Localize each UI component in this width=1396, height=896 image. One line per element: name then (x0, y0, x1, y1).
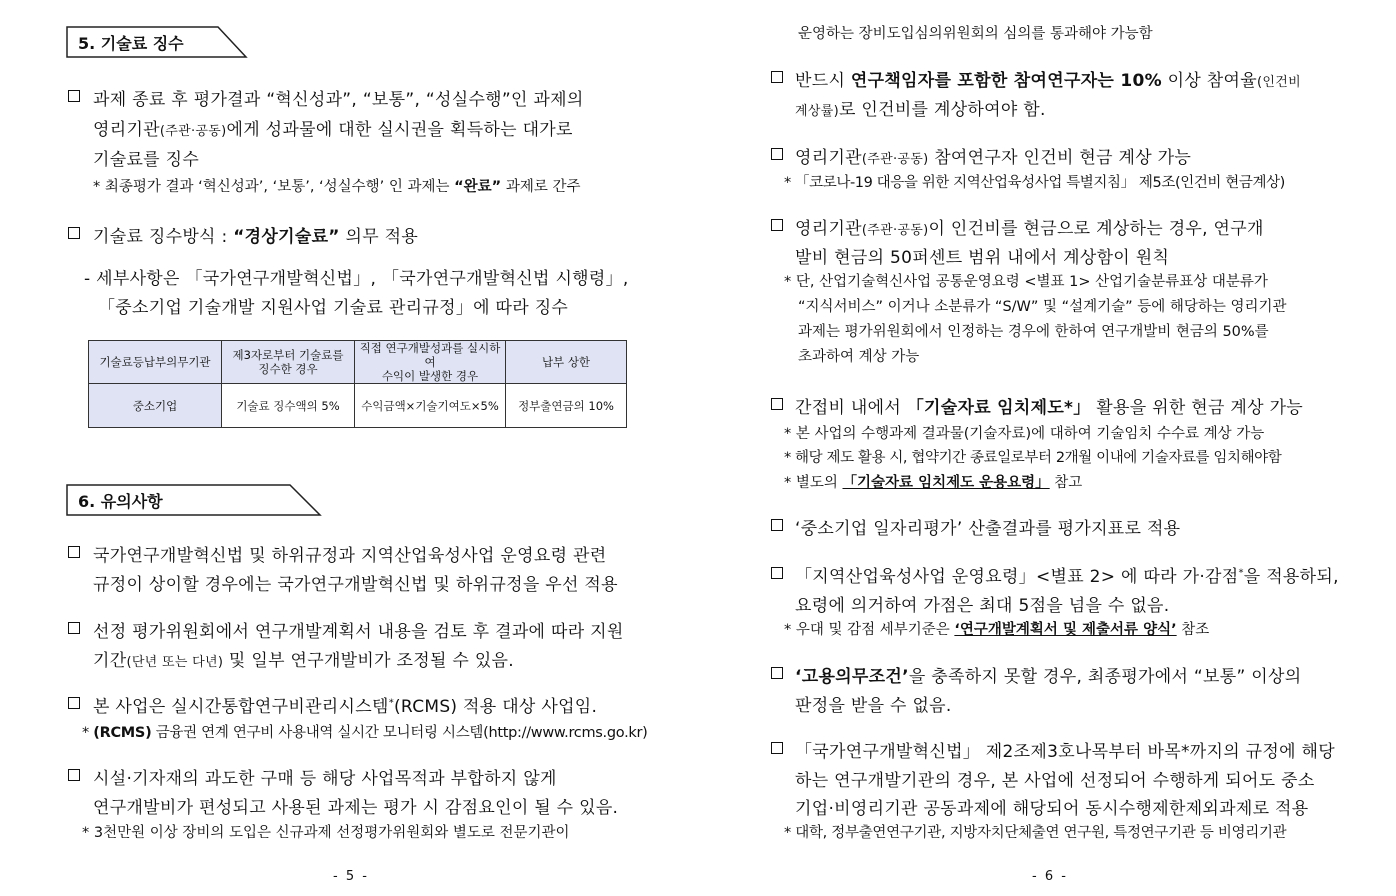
section-6-title: 6. 유의사항 (78, 492, 163, 511)
checkbox-bullet-icon (68, 697, 80, 709)
checkbox-bullet-icon (771, 667, 783, 679)
fee-item1-line1: 과제 종료 후 평가결과 “혁신성과”, “보통”, “성실수행”인 과제의 (93, 90, 584, 110)
right-item1-line2: 계상률)로 인건비를 계상하여야 함. (795, 100, 1046, 120)
checkbox-bullet-icon (771, 148, 783, 160)
checkbox-bullet-icon (68, 546, 80, 558)
notice-item4-line1: 시설·기자재의 과도한 구매 등 해당 사업목적과 부합하지 않게 (93, 769, 557, 789)
checkbox-bullet-icon (771, 71, 783, 83)
right-item7-line1: ‘고용의무조건’을 충족하지 못할 경우, 최종평가에서 “보통” 이상의 (795, 667, 1302, 687)
right-item3-line2: 발비 현금의 50퍼센트 범위 내에서 계상함이 원칙 (795, 248, 1170, 268)
fee-detail-line1: - 세부사항은 「국가연구개발혁신법」, 「국가연구개발혁신법 시행령」, (84, 269, 629, 289)
right-item4: 간접비 내에서 「기술자료 임치제도*」 활용을 위한 현금 계상 가능 (795, 398, 1304, 418)
right-item8-line1: 「국가연구개발혁신법」 제2조제3호나목부터 바목*까지의 규정에 해당 (795, 742, 1335, 762)
fee-table-cell: 수익금액×기술기여도×5% (355, 384, 506, 428)
fee-table-cell: 기술료 징수액의 5% (222, 384, 355, 428)
checkbox-bullet-icon (68, 622, 80, 634)
right-item3-note1: * 단, 산업기술혁신사업 공통운영요령 <별표 1> 산업기술분류표상 대분류가 (784, 274, 1268, 290)
right-item5: ‘중소기업 일자리평가’ 산출결과를 평가지표로 적용 (795, 519, 1181, 539)
page-6 (698, 0, 1396, 896)
notice-item1-line2: 규정이 상이할 경우에는 국가연구개발혁신법 및 하위규정을 우선 적용 (93, 575, 618, 595)
right-item8-line3: 기업·비영리기관 공동과제에 해당되어 동시수행제한제외과제로 적용 (795, 799, 1309, 819)
right-item6-note: * 우대 및 감점 세부기준은 ‘연구개발계획서 및 제출서류 양식’ 참조 (784, 622, 1210, 638)
notice-item3: 본 사업은 실시간통합연구비관리시스템*(RCMS) 적용 대상 사업임. (93, 697, 598, 717)
page-number: - 5 - (333, 869, 369, 884)
fee-item1-line2: 영리기관(주관·공동)에게 성과물에 대한 실시권을 획득하는 대가로 (93, 120, 573, 140)
fee-table-cell: 중소기업 (89, 384, 222, 428)
right-item1-line1: 반드시 연구책임자를 포함한 참여연구자는 10% 이상 참여율(인건비 (795, 71, 1301, 91)
fee-item2: 기술료 징수방식 : “경상기술료” 의무 적용 (93, 227, 419, 247)
right-item4-note3: * 별도의 「기술자료 임치제도 운용요령」 참고 (784, 475, 1083, 491)
checkbox-bullet-icon (771, 219, 783, 231)
notice-item2-line1: 선정 평가위원회에서 연구개발계획서 내용을 검토 후 결과에 따라 지원 (93, 622, 624, 642)
notice-item4-line2: 연구개발비가 편성되고 사용된 과제는 평가 시 감점요인이 될 수 있음. (93, 798, 619, 818)
right-item3-line1: 영리기관(주관·공동)이 인건비를 현금으로 계상하는 경우, 연구개 (795, 219, 1264, 239)
continued-note: 운영하는 장비도입심의위원회의 심의를 통과해야 가능함 (798, 26, 1153, 42)
checkbox-bullet-icon (68, 769, 80, 781)
notice-item3-note: * (RCMS) 금융권 연계 연구비 사용내역 실시간 모니터링 시스템(http://www.rcms.go.kr) (82, 725, 648, 741)
checkbox-bullet-icon (68, 227, 80, 239)
right-item7-line2: 판정을 받을 수 없음. (795, 696, 952, 716)
fee-table-header-cell: 제3자로부터 기술료를 징수한 경우 (222, 341, 355, 384)
fee-table (88, 340, 627, 428)
fee-item1-note: * 최종평가 결과 ‘혁신성과’, ‘보통’, ‘성실수행’ 인 과제는 “완료” 과제로 간주 (93, 179, 581, 195)
checkbox-bullet-icon (68, 90, 80, 102)
fee-table-header-cell: 직접 연구개발성과를 실시하여 수익이 발생한 경우 (355, 341, 506, 384)
fee-table-cell: 정부출연금의 10% (506, 384, 627, 428)
right-item3-note3: 과제는 평가위원회에서 인정하는 경우에 한하여 연구개발비 현금의 50%를 (798, 324, 1269, 340)
section-5-header (66, 26, 248, 56)
right-item6-line2: 요령에 의거하여 가점은 최대 5점을 넘을 수 없음. (795, 596, 1170, 616)
right-item8-note: * 대학, 정부출연연구기관, 지방자치단체출연 연구원, 특정연구기관 등 비영리기관 (784, 825, 1287, 841)
fee-item1-line3: 기술료를 징수 (93, 150, 200, 170)
notice-item4-note: * 3천만원 이상 장비의 도입은 신규과제 선정평가위원회와 별도로 전문기관이 (82, 825, 570, 841)
section-5-title: 5. 기술료 징수 (78, 34, 184, 53)
checkbox-bullet-icon (771, 398, 783, 410)
checkbox-bullet-icon (771, 742, 783, 754)
page-5 (0, 0, 690, 896)
section-6-header (66, 484, 322, 514)
fee-table-header-cell: 기술료등납부의무기관 (89, 341, 222, 384)
notice-item1-line1: 국가연구개발혁신법 및 하위규정과 지역산업육성사업 운영요령 관련 (93, 546, 607, 566)
right-item8-line2: 하는 연구개발기관의 경우, 본 사업에 선정되어 수행하게 되어도 중소 (795, 771, 1315, 791)
notice-item2-line2: 기간(단년 또는 다년) 및 일부 연구개발비가 조정될 수 있음. (93, 651, 514, 671)
right-item4-note2: * 해당 제도 활용 시, 협약기간 종료일로부터 2개월 이내에 기술자료를 임치해야함 (784, 450, 1282, 466)
checkbox-bullet-icon (771, 567, 783, 579)
checkbox-bullet-icon (771, 519, 783, 531)
right-item3-note4: 초과하여 계상 가능 (798, 349, 920, 365)
right-item6-line1: 「지역산업육성사업 운영요령」<별표 2> 에 따라 가·감점*을 적용하되, (795, 567, 1339, 587)
fee-detail-line2: 「중소기업 기술개발 지원사업 기술료 관리규정」에 따라 징수 (98, 298, 569, 318)
right-item3-note2: “지식서비스” 이거나 소분류가 “S/W” 및 “설계기술” 등에 해당하는 영리기관 (798, 299, 1287, 315)
page-number: - 6 - (1032, 869, 1068, 884)
right-item2: 영리기관(주관·공동) 참여연구자 인건비 현금 계상 가능 (795, 148, 1192, 168)
right-item4-note1: * 본 사업의 수행과제 결과물(기술자료)에 대하여 기술임치 수수료 계상 가능 (784, 426, 1265, 442)
fee-table-header-cell: 납부 상한 (506, 341, 627, 384)
right-item2-note: * 「코로나-19 대응을 위한 지역산업육성사업 특별지침」 제5조(인건비 현금계상) (784, 175, 1285, 191)
